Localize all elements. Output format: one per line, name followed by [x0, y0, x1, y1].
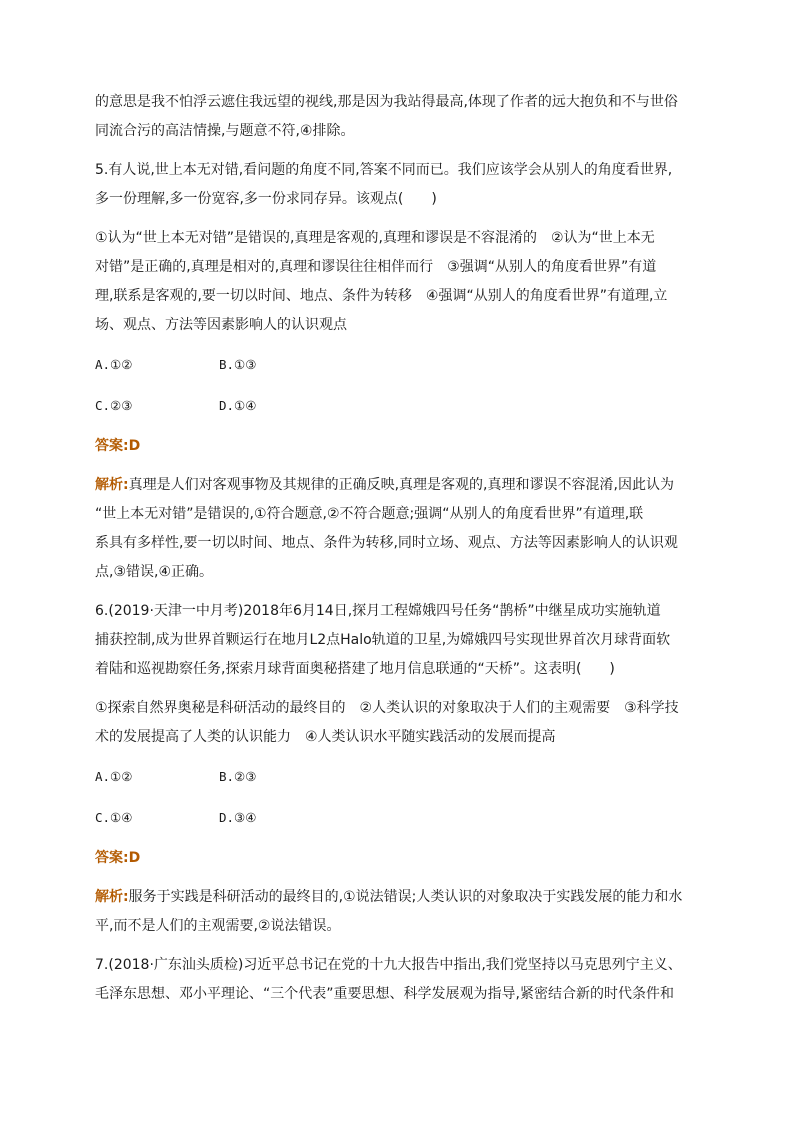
continuation-text: [95, 88, 695, 146]
question-5: [95, 156, 695, 587]
answer-label: 答案:: [95, 850, 129, 866]
question-6-stem: [95, 597, 695, 684]
question-6: [95, 597, 695, 941]
text-line: ①认为“世上本无对错”是错误的,真理是客观的,真理和谬误是不容混淆的 ②认为“世上本无: [95, 230, 655, 246]
text-line: 平,而不是人们的主观需要,②说法错误。: [95, 918, 341, 934]
question-7-stem: [95, 951, 695, 1009]
text-line: [95, 471, 695, 500]
question-6-analysis: [95, 883, 695, 941]
analysis-text: 服务于实践是科研活动的最终目的,①说法错误;人类认识的对象取决于实践发展的能力和水: [128, 889, 683, 905]
question-5-analysis: [95, 471, 695, 587]
text-line: 7.(2018·广东汕头质检)习近平总书记在党的十九大报告中指出,我们党坚持以马克思列宁主义、: [95, 957, 682, 973]
option-a: A.①②: [95, 357, 133, 372]
text-line: [95, 883, 695, 912]
option-a: A.①②: [95, 769, 133, 784]
option-row: [95, 762, 695, 791]
answer-value: D: [128, 438, 141, 454]
text-line: 系具有多样性,要一切以时间、地点、条件为转移,同时立场、观点、方法等因素影响人的认识观: [95, 535, 678, 551]
analysis-label: 解析:: [95, 889, 129, 905]
text-line: 毛泽东思想、邓小平理论、“三个代表”重要思想、科学发展观为指导,紧密结合新的时代条件和: [95, 986, 674, 1002]
text-line: 术的发展提高了人类的认识能力 ④人类认识水平随实践活动的发展而提高: [95, 729, 556, 745]
text-line: “世上本无对错”是错误的,①符合题意,②不符合题意;强调“从别人的角度看世界”有道理,联: [95, 506, 644, 522]
text-line: 捕获控制,成为世界首颗运行在地月L2点Halo轨道的卫星,为嫦娥四号实现世界首次月球背面软: [95, 632, 671, 648]
analysis-text: 真理是人们对客观事物及其规律的正确反映,真理是客观的,真理和谬误不容混淆,因此认为: [128, 477, 674, 493]
question-5-options: [95, 350, 695, 420]
question-5-statements: [95, 224, 695, 340]
option-c: C.①④: [95, 810, 133, 825]
option-d: D.①④: [219, 398, 257, 413]
text-line: 对错”是正确的,真理是相对的,真理和谬误往往相伴而行 ③强调“从别人的角度看世界”有道: [95, 259, 657, 275]
option-b: B.②③: [219, 769, 257, 784]
option-c: C.②③: [95, 398, 133, 413]
option-row: [95, 391, 695, 420]
text-line: 多一份理解,多一份宽容,多一份求同存异。该观点( ): [95, 191, 437, 207]
option-b: B.①③: [219, 357, 257, 372]
option-row: [95, 350, 695, 379]
analysis-label: 解析:: [95, 477, 129, 493]
text-line: 6.(2019·天津一中月考)2018年6月14日,探月工程嫦娥四号任务“鹊桥”中继星成功实施轨道: [95, 603, 661, 619]
option-row: [95, 803, 695, 832]
document-page: [95, 88, 695, 1009]
question-6-statements: [95, 694, 695, 752]
question-5-stem: [95, 156, 695, 214]
text-line: 理,联系是客观的,要一切以时间、地点、条件为转移 ④强调“从别人的角度看世界”有道理,立: [95, 288, 668, 304]
question-6-answer: [95, 844, 695, 873]
text-line: ①探索自然界奥秘是科研活动的最终目的 ②人类认识的对象取决于人们的主观需要 ③科学技: [95, 700, 679, 716]
question-7: [95, 951, 695, 1009]
answer-label: 答案:: [95, 438, 129, 454]
answer-value: D: [128, 850, 141, 866]
text-line: 着陆和巡视勘察任务,探索月球背面奥秘搭建了地月信息联通的“天桥”。这表明( ): [95, 661, 615, 677]
text-line: 5.有人说,世上本无对错,看问题的角度不同,答案不同而已。我们应该学会从别人的角度看世界,: [95, 162, 673, 178]
text-line: 场、观点、方法等因素影响人的认识观点: [95, 317, 347, 333]
text-line: 同流合污的高洁情操,与题意不符,④排除。: [95, 123, 355, 139]
text-line: 的意思是我不怕浮云遮住我远望的视线,那是因为我站得最高,体现了作者的远大抱负和不与世俗: [95, 94, 678, 110]
question-5-answer: [95, 432, 695, 461]
question-6-options: [95, 762, 695, 832]
option-d: D.③④: [219, 810, 257, 825]
text-line: 点,③错误,④正确。: [95, 564, 214, 580]
